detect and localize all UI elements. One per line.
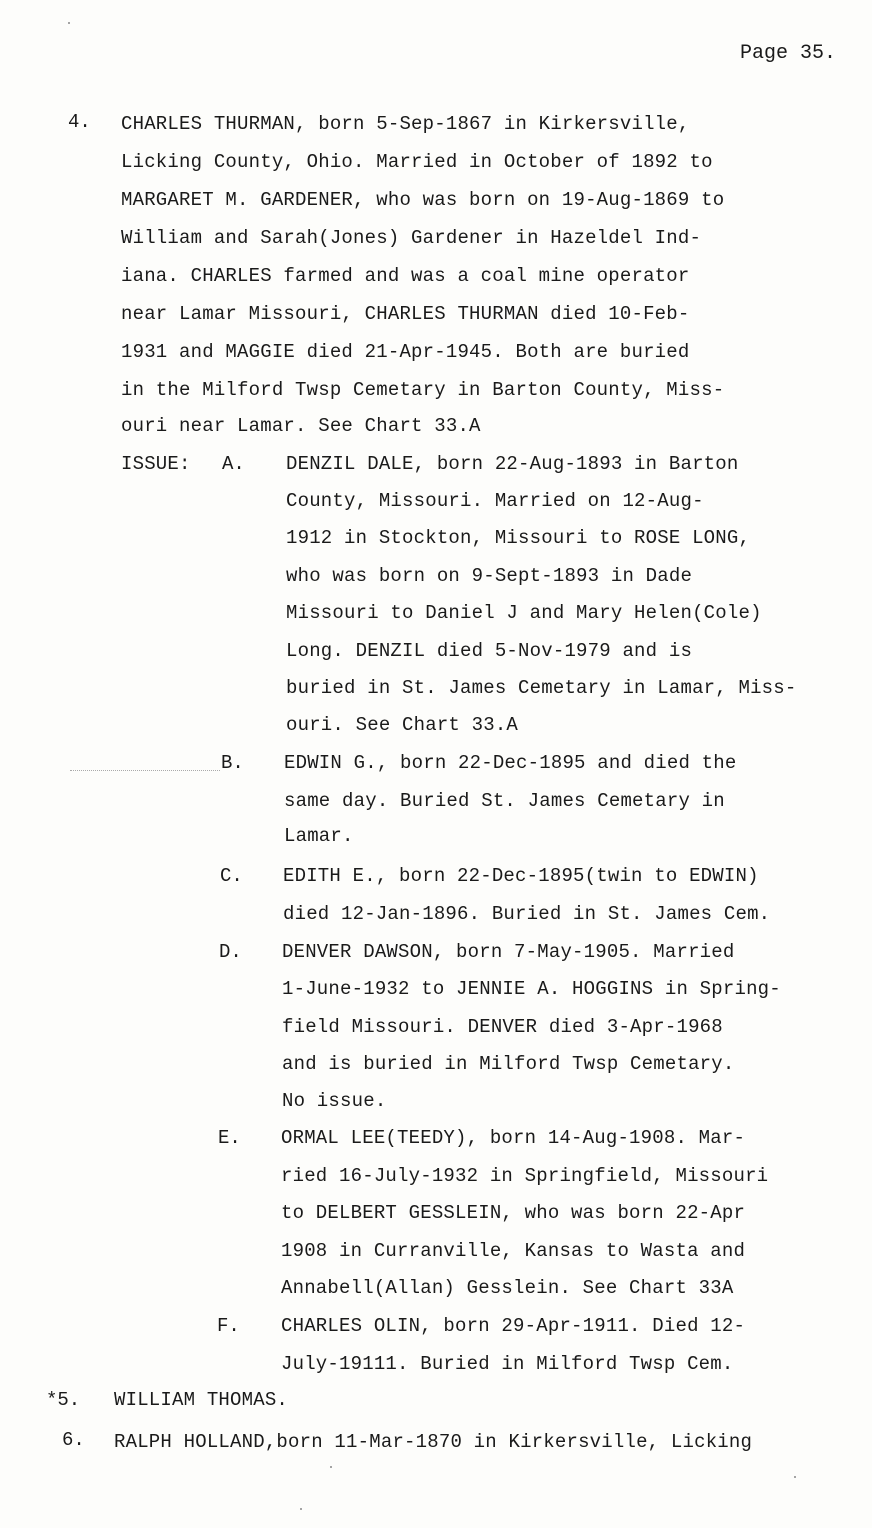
entry-5-number: *5. [46,1389,81,1411]
entry-5-line: WILLIAM THOMAS. [114,1389,289,1411]
stray-dotted-mark [70,770,220,773]
child-a-letter: A. [222,453,245,475]
entry-6-number: 6. [62,1429,85,1451]
entry-4-line: 1931 and MAGGIE died 21-Apr-1945. Both are buried [121,341,690,363]
child-b-line: EDWIN G., born 22-Dec-1895 and died the [284,752,737,774]
scan-speck [794,1476,796,1478]
entry-4-line: in the Milford Twsp Cemetary in Barton County, Miss- [121,379,725,401]
child-b-letter: B. [221,752,244,774]
child-d-line: and is buried in Milford Twsp Cemetary. [282,1053,735,1075]
page-number: Page 35. [740,42,837,65]
child-b-line: Lamar. [284,825,354,847]
entry-4-line: MARGARET M. GARDENER, who was born on 19-Aug-1869 to [121,189,725,211]
child-f-letter: F. [217,1315,240,1337]
child-b-line: same day. Buried St. James Cemetary in [284,790,725,812]
child-a-line: DENZIL DALE, born 22-Aug-1893 in Barton [286,453,739,475]
scan-speck [300,1508,302,1510]
child-d-line: field Missouri. DENVER died 3-Apr-1968 [282,1016,723,1038]
child-f-line: CHARLES OLIN, born 29-Apr-1911. Died 12- [281,1315,746,1337]
child-a-line: who was born on 9-Sept-1893 in Dade [286,565,693,587]
child-f-line: July-19111. Buried in Milford Twsp Cem. [281,1353,734,1375]
entry-6-line: RALPH HOLLAND,born 11-Mar-1870 in Kirkersville, Licking [114,1431,753,1453]
child-a-line: County, Missouri. Married on 12-Aug- [286,490,704,512]
child-c-line: EDITH E., born 22-Dec-1895(twin to EDWIN) [283,865,759,887]
child-a-line: buried in St. James Cemetary in Lamar, Miss- [286,677,797,699]
child-e-line: 1908 in Curranville, Kansas to Wasta and [281,1240,746,1262]
child-c-letter: C. [220,865,243,887]
entry-4-line: near Lamar Missouri, CHARLES THURMAN died 10-Feb- [121,303,690,325]
child-e-line: ORMAL LEE(TEEDY), born 14-Aug-1908. Mar- [281,1127,746,1149]
entry-4-line: CHARLES THURMAN, born 5-Sep-1867 in Kirkersville, [121,113,690,135]
child-a-line: ouri. See Chart 33.A [286,714,519,736]
child-d-line: 1-June-1932 to JENNIE A. HOGGINS in Spring- [282,978,781,1000]
child-a-line: Long. DENZIL died 5-Nov-1979 and is [286,640,693,662]
child-e-line: to DELBERT GESSLEIN, who was born 22-Apr [281,1202,746,1224]
child-d-letter: D. [219,941,242,963]
entry-4-line: Licking County, Ohio. Married in October of 1892 to [121,151,713,173]
entry-4-line: William and Sarah(Jones) Gardener in Hazeldel Ind- [121,227,702,249]
entry-4-number: 4. [68,111,91,133]
scan-speck [330,1466,332,1468]
entry-4-line: ouri near Lamar. See Chart 33.A [121,415,481,437]
child-e-line: ried 16-July-1932 in Springfield, Missouri [281,1165,769,1187]
entry-4-line: iana. CHARLES farmed and was a coal mine operator [121,265,690,287]
child-e-letter: E. [218,1127,241,1149]
scan-speck [68,22,70,24]
child-d-line: DENVER DAWSON, born 7-May-1905. Married [282,941,735,963]
child-a-line: Missouri to Daniel J and Mary Helen(Cole) [286,602,762,624]
child-a-line: 1912 in Stockton, Missouri to ROSE LONG, [286,527,751,549]
child-d-line: No issue. [282,1090,387,1112]
child-c-line: died 12-Jan-1896. Buried in St. James Cem. [283,903,771,925]
issue-label: ISSUE: [121,453,191,475]
child-e-line: Annabell(Allan) Gesslein. See Chart 33A [281,1277,734,1299]
